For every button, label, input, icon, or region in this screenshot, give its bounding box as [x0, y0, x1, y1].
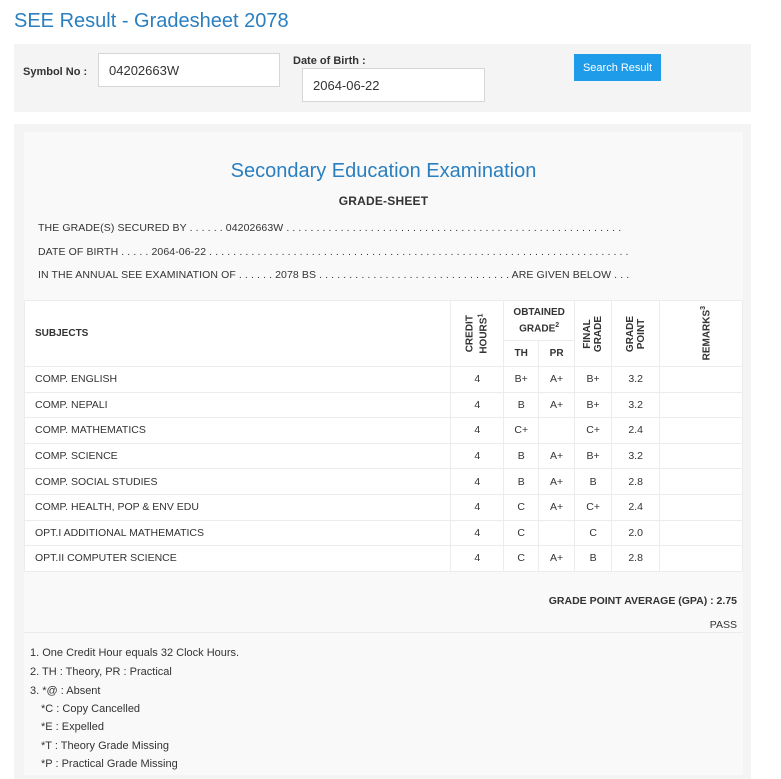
- table-row: [25, 520, 743, 546]
- pr-cell: A+: [539, 469, 575, 495]
- subject-cell: OPT.I ADDITIONAL MATHEMATICS: [25, 520, 451, 546]
- remarks-cell: [660, 494, 743, 520]
- credit-cell: 4: [451, 418, 504, 444]
- pr-cell: [539, 520, 575, 546]
- remarks-cell: [660, 367, 743, 393]
- table-row: [25, 367, 743, 393]
- grade-point-cell: 3.2: [612, 443, 660, 469]
- search-result-button[interactable]: Search Result: [574, 54, 661, 81]
- th-cell: B+: [504, 367, 539, 393]
- gradesheet: [24, 132, 743, 775]
- credit-cell: 4: [451, 520, 504, 546]
- date-of-birth-line: DATE OF BIRTH . . . . . 2064-06-22 . . . . . . . . . . . . . . . . . . . . . . . . . . . . . . . . . . . . . . . . . . . . . . . . . . . . . . . . . . . . . . . . . . . . . .: [38, 246, 629, 258]
- credit-cell: 4: [451, 546, 504, 572]
- footnote: *T : Theory Grade Missing: [41, 740, 169, 752]
- page-title: SEE Result - Gradesheet 2078: [14, 10, 289, 32]
- subject-cell: COMP. ENGLISH: [25, 367, 451, 393]
- grade-point-cell: 3.2: [612, 367, 660, 393]
- obtained-grade-header: OBTAINED GRADE$^2$: [504, 301, 575, 341]
- credit-cell: 4: [451, 469, 504, 495]
- date-of-birth-input[interactable]: [302, 68, 485, 102]
- grade-point-cell: 2.8: [612, 469, 660, 495]
- th-cell: C: [504, 546, 539, 572]
- table-row: [25, 494, 743, 520]
- table-row: [25, 443, 743, 469]
- grade-secured-by-line: THE GRADE(S) SECURED BY . . . . . . 04202663W . . . . . . . . . . . . . . . . . . . . . . . . . . . . . . . . . . . . . . . . . . . . . . . . . . . . . . . .: [38, 222, 622, 234]
- symbol-no-input[interactable]: [98, 53, 280, 87]
- remarks-header: REMARKS$^3$: [660, 301, 743, 367]
- pr-cell: A+: [539, 392, 575, 418]
- remarks-cell: [660, 520, 743, 546]
- final-grade-cell: B: [575, 546, 612, 572]
- grade-point-header: GRADE POINT: [612, 301, 660, 367]
- subjects-header: SUBJECTS: [25, 301, 451, 367]
- remarks-cell: [660, 546, 743, 572]
- table-row: [25, 418, 743, 444]
- footnote: *P : Practical Grade Missing: [41, 758, 178, 770]
- gradesheet-panel: [14, 124, 751, 779]
- examination-line: IN THE ANNUAL SEE EXAMINATION OF . . . . . . 2078 BS . . . . . . . . . . . . . . . . . . . . . . . . . . . . . . . . ARE GIVEN BELOW . . .: [38, 269, 630, 281]
- subject-cell: COMP. SCIENCE: [25, 443, 451, 469]
- subject-cell: COMP. SOCIAL STUDIES: [25, 469, 451, 495]
- final-grade-cell: B+: [575, 392, 612, 418]
- pr-cell: A+: [539, 443, 575, 469]
- final-grade-header: FINAL GRADE: [575, 301, 612, 367]
- pr-cell: A+: [539, 494, 575, 520]
- grade-point-cell: 2.4: [612, 418, 660, 444]
- footnote: 3. *@ : Absent: [30, 685, 101, 697]
- subject-cell: OPT.II COMPUTER SCIENCE: [25, 546, 451, 572]
- date-of-birth-label: Date of Birth :: [293, 55, 366, 67]
- final-grade-cell: B+: [575, 443, 612, 469]
- th-cell: B: [504, 443, 539, 469]
- th-header: TH: [504, 341, 539, 367]
- grade-sheet-heading: GRADE-SHEET: [338, 194, 429, 208]
- footnote: 2. TH : Theory, PR : Practical: [30, 666, 172, 678]
- table-row: [25, 469, 743, 495]
- th-cell: C: [504, 520, 539, 546]
- table-row: [25, 392, 743, 418]
- th-cell: C+: [504, 418, 539, 444]
- grade-point-cell: 2.4: [612, 494, 660, 520]
- final-grade-cell: B+: [575, 367, 612, 393]
- remarks-cell: [660, 443, 743, 469]
- footnotes: [24, 632, 743, 775]
- footnote: *E : Expelled: [41, 721, 104, 733]
- result-status: PASS: [709, 619, 737, 631]
- exam-title: Secondary Education Examination: [230, 160, 537, 182]
- grade-point-cell: 2.8: [612, 546, 660, 572]
- search-panel: [14, 44, 751, 112]
- final-grade-cell: C+: [575, 418, 612, 444]
- credit-hours-header: CREDIT HOURS$^1$: [451, 301, 504, 367]
- remarks-cell: [660, 392, 743, 418]
- th-cell: B: [504, 469, 539, 495]
- subject-cell: COMP. NEPALI: [25, 392, 451, 418]
- credit-cell: 4: [451, 443, 504, 469]
- pr-cell: A+: [539, 367, 575, 393]
- grade-point-cell: 2.0: [612, 520, 660, 546]
- footnote: 1. One Credit Hour equals 32 Clock Hours.: [30, 647, 240, 659]
- symbol-no-label: Symbol No :: [23, 66, 88, 78]
- pr-header: PR: [539, 341, 575, 367]
- final-grade-cell: C: [575, 520, 612, 546]
- pr-cell: [539, 418, 575, 444]
- pr-cell: A+: [539, 546, 575, 572]
- footnote: *C : Copy Cancelled: [41, 703, 141, 715]
- grade-point-cell: 3.2: [612, 392, 660, 418]
- subject-cell: COMP. HEALTH, POP & ENV EDU: [25, 494, 451, 520]
- th-cell: C: [504, 494, 539, 520]
- final-grade-cell: B: [575, 469, 612, 495]
- final-grade-cell: C+: [575, 494, 612, 520]
- th-cell: B: [504, 392, 539, 418]
- credit-cell: 4: [451, 392, 504, 418]
- remarks-cell: [660, 418, 743, 444]
- table-row: [25, 546, 743, 572]
- grade-table: [24, 300, 743, 572]
- credit-cell: 4: [451, 367, 504, 393]
- credit-cell: 4: [451, 494, 504, 520]
- subject-cell: COMP. MATHEMATICS: [25, 418, 451, 444]
- gpa-value: GRADE POINT AVERAGE (GPA) : 2.75: [548, 595, 737, 607]
- remarks-cell: [660, 469, 743, 495]
